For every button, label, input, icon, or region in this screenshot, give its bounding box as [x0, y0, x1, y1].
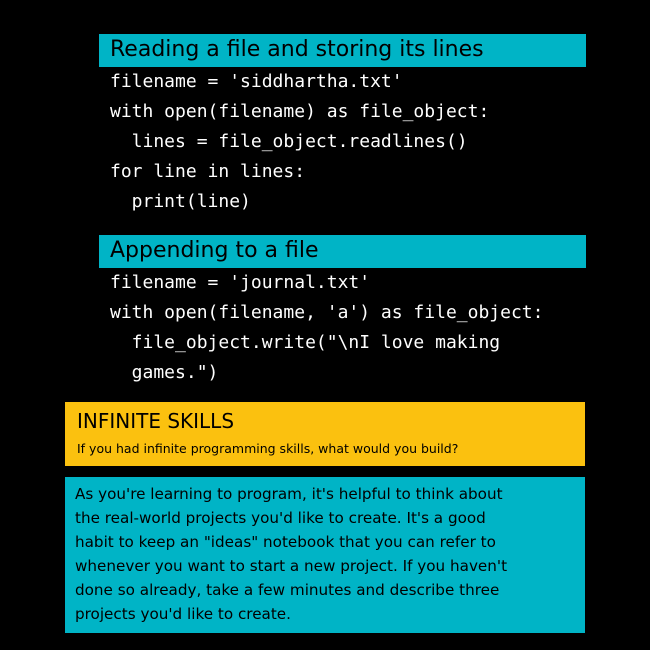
skills-subtitle: If you had infinite programming skills, what would you build?	[77, 441, 459, 456]
note-line: As you're learning to program, it's helpful to think about	[75, 485, 503, 503]
note-line: habit to keep an "ideas" notebook that you can refer to	[75, 533, 496, 551]
code-line: file_object.write("\nI love making	[110, 332, 501, 353]
appending-heading: Appending to a file	[99, 235, 586, 268]
code-line: for line in lines:	[110, 161, 306, 182]
note-box	[65, 477, 585, 633]
code-line: print(line)	[110, 191, 251, 212]
reading-heading: Reading a file and storing its lines	[99, 34, 586, 67]
code-line: with open(filename) as file_object:	[110, 101, 490, 122]
code-line: filename = 'journal.txt'	[110, 272, 371, 293]
note-line: projects you'd like to create.	[75, 605, 291, 623]
note-line: the real-world projects you'd like to create. It's a good	[75, 509, 486, 527]
code-line: games.")	[110, 362, 219, 383]
code-line: filename = 'siddhartha.txt'	[110, 71, 403, 92]
note-line: done so already, take a few minutes and describe three	[75, 581, 500, 599]
infinite-skills-box	[65, 402, 585, 466]
note-line: whenever you want to start a new project. If you haven't	[75, 557, 508, 575]
skills-title: INFINITE SKILLS	[77, 409, 235, 433]
code-line: lines = file_object.readlines()	[110, 131, 468, 152]
code-line: with open(filename, 'a') as file_object:	[110, 302, 544, 323]
